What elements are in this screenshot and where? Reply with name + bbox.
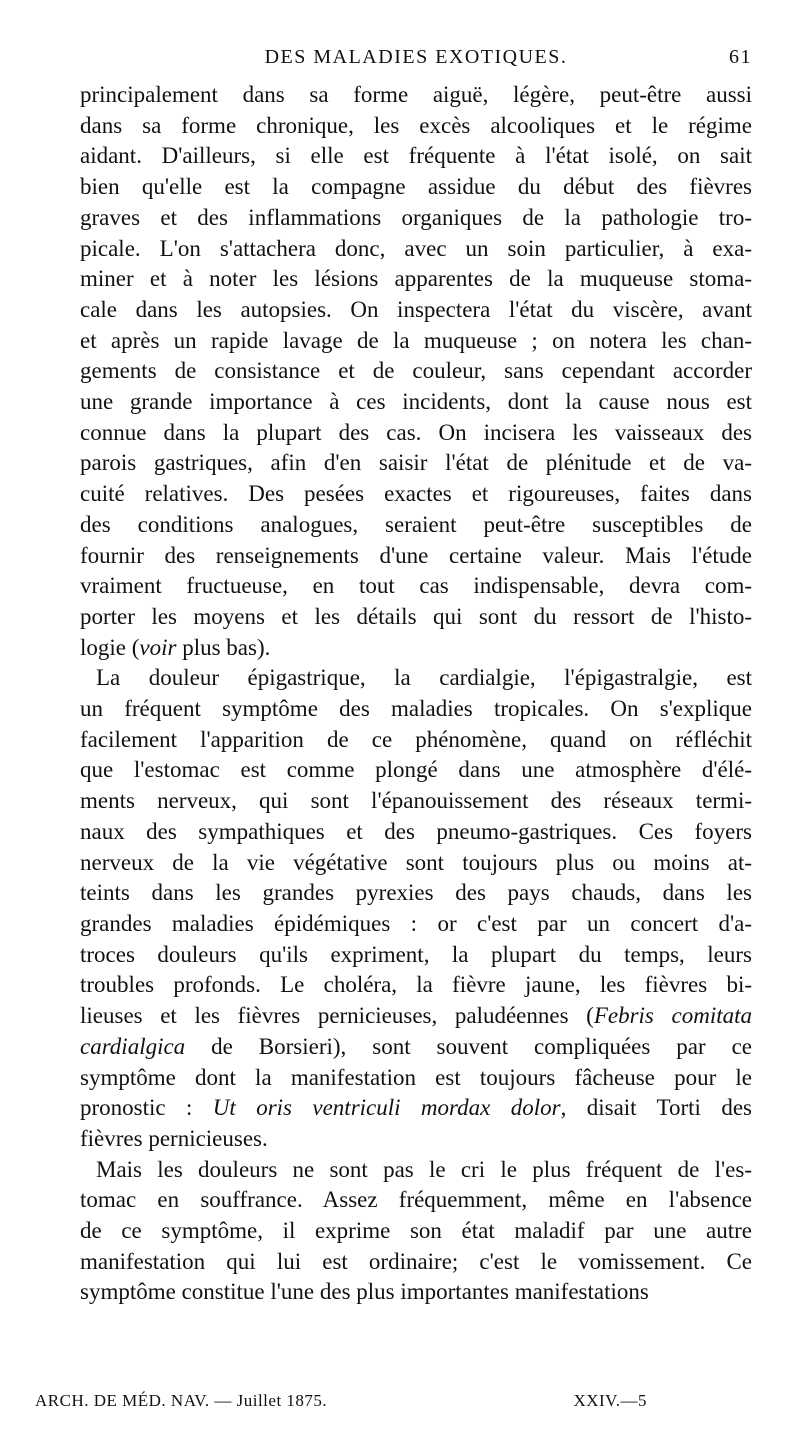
signature-mark: XXIV.—5 xyxy=(573,1391,647,1410)
body-text xyxy=(80,80,752,1308)
text-line: cardialgica de Borsieri), sont souvent compliquées par ce xyxy=(80,1033,752,1059)
text-line: parois gastriques, afin d'en saisir l'état de plénitude et de va- xyxy=(80,450,752,476)
running-title: DES MALADIES EXOTIQUES. xyxy=(264,46,568,68)
text-line: cuité relatives. Des pesées exactes et rigoureuses, faites dans xyxy=(80,481,752,507)
text-line: teints dans les grandes pyrexies des pays chauds, dans les xyxy=(80,880,752,906)
text-line: La douleur épigastrique, la cardialgie, l'épigastralgie, est xyxy=(96,665,752,691)
paragraph xyxy=(80,80,752,663)
text-line: cale dans les autopsies. On inspectera l'état du viscère, avant xyxy=(80,296,752,322)
text-line: picale. L'on s'attachera donc, avec un soin particulier, à exa- xyxy=(80,235,752,261)
page-footer xyxy=(35,1391,647,1417)
text-line: de ce symptôme, il exprime son état maladif par une autre xyxy=(80,1218,752,1244)
text-line: logie (voir plus bas). xyxy=(80,634,271,660)
text-line: pronostic : Ut oris ventriculi mordax dolor, disait Torti des xyxy=(80,1095,752,1121)
text-line: naux des sympathiques et des pneumo-gastriques. Ces foyers xyxy=(80,818,752,844)
text-line: nerveux de la vie végétative sont toujours plus ou moins at- xyxy=(80,849,752,875)
text-line: lieuses et les fièvres pernicieuses, paludéennes (Febris comitata xyxy=(80,1003,752,1029)
page-number: 61 xyxy=(729,46,752,68)
text-line: et après un rapide lavage de la muqueuse ; on notera les chan- xyxy=(80,327,752,353)
text-line: dans sa forme chronique, les excès alcooliques et le régime xyxy=(80,112,752,138)
text-line: vraiment fructueuse, en tout cas indispensable, devra com- xyxy=(80,573,752,599)
book-page xyxy=(80,46,752,1308)
text-line: que l'estomac est comme plongé dans une atmosphère d'élé- xyxy=(80,757,752,783)
text-line: gements de consistance et de couleur, sans cependant accorder xyxy=(80,358,752,384)
text-line: facilement l'apparition de ce phénomène, quand on réfléchit xyxy=(80,726,752,752)
text-line: troubles profonds. Le choléra, la fièvre jaune, les fièvres bi- xyxy=(80,972,752,998)
text-line: miner et à noter les lésions apparentes de la muqueuse stoma- xyxy=(80,266,752,292)
text-line: graves et des inflammations organiques de la pathologie tro- xyxy=(80,204,752,230)
text-line: fournir des renseignements d'une certaine valeur. Mais l'étude xyxy=(80,542,752,568)
text-line: tomac en souffrance. Assez fréquemment, même en l'absence xyxy=(80,1187,752,1213)
text-line: grandes maladies épidémiques : or c'est par un concert d'a- xyxy=(80,910,752,936)
text-line: ments nerveux, qui sont l'épanouissement des réseaux termi- xyxy=(80,788,752,814)
text-line: un fréquent symptôme des maladies tropicales. On s'explique xyxy=(80,696,752,722)
text-line: porter les moyens et les détails qui sont du ressort de l'histo- xyxy=(80,603,752,629)
text-line: bien qu'elle est la compagne assidue du début des fièvres xyxy=(80,174,752,200)
text-line: aidant. D'ailleurs, si elle est fréquente à l'état isolé, on sait xyxy=(80,143,752,169)
paragraph xyxy=(80,1155,752,1309)
text-line: fièvres pernicieuses. xyxy=(80,1125,268,1151)
text-line: symptôme dont la manifestation est toujours fâcheuse pour le xyxy=(80,1064,752,1090)
text-line: connue dans la plupart des cas. On incisera les vaisseaux des xyxy=(80,419,752,445)
text-line: troces douleurs qu'ils expriment, la plupart du temps, leurs xyxy=(80,941,752,967)
text-line: une grande importance à ces incidents, dont la cause nous est xyxy=(80,389,752,415)
text-line: manifestation qui lui est ordinaire; c'est le vomissement. Ce xyxy=(80,1248,752,1274)
text-line: symptôme constitue l'une des plus importantes manifestations xyxy=(80,1279,649,1305)
text-line: principalement dans sa forme aiguë, légère, peut-être aussi xyxy=(80,82,752,107)
text-line: des conditions analogues, seraient peut-être susceptibles de xyxy=(80,511,752,537)
text-line: Mais les douleurs ne sont pas le cri le plus fréquent de l'es- xyxy=(96,1156,752,1182)
journal-reference: ARCH. DE MÉD. NAV. — Juillet 1875. xyxy=(35,1391,328,1410)
paragraph xyxy=(80,663,752,1154)
running-head xyxy=(80,46,752,76)
